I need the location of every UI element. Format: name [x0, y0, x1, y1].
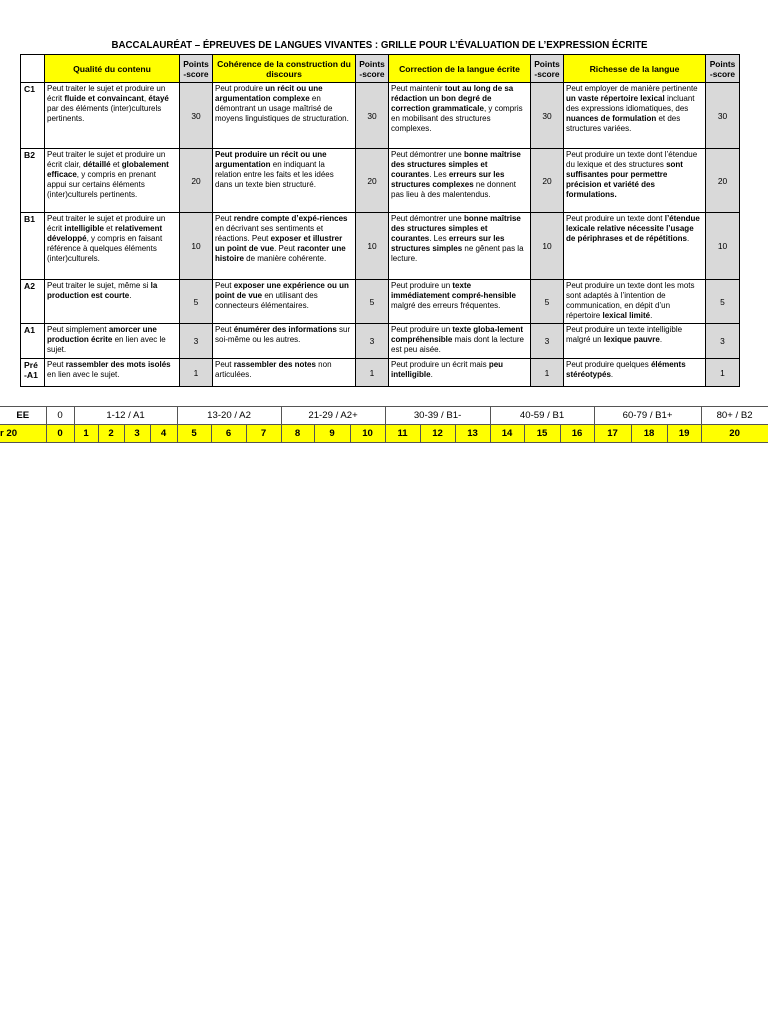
correction-descriptor [389, 213, 531, 280]
descriptor-text: Peut produire un texte intelligible malgré un [566, 325, 683, 344]
descriptor-text: Peut simplement [47, 325, 109, 334]
scale-band: 21-29 / A2+ [281, 407, 385, 425]
descriptor-text: Peut traiter le sujet et produire un écrit [47, 214, 166, 233]
descriptor-text: sur soi-même ou les autres. [215, 325, 351, 344]
scale-band: 1-12 / A1 [74, 407, 177, 425]
score-conversion-table [0, 406, 768, 443]
descriptor-text: étayé [148, 94, 169, 103]
scale-score: 20 [701, 425, 768, 443]
descriptor-text: rassembler des notes [233, 360, 316, 369]
descriptor-text: l’étendue lexicale relative nécessite l’usage de périphrases et de répétitions [566, 214, 700, 243]
scale-score: 17 [594, 425, 631, 443]
descriptor-text: bonne maîtrise des structures simples et courantes [391, 214, 521, 243]
descriptor-text: Peut produire un [391, 325, 453, 334]
descriptor-text: rassembler des mots isolés [65, 360, 171, 369]
descriptor-text: incluant des expressions idiomatiques, des [566, 94, 695, 113]
contenu-points: 3 [180, 324, 213, 359]
descriptor-text: Peut produire [215, 84, 266, 93]
descriptor-text: en démontrant un usage maîtrisé de moyens linguistiques de structuration. [215, 94, 349, 123]
descriptor-text: détaillé [83, 160, 111, 169]
richesse-descriptor [564, 280, 706, 324]
correction-descriptor [389, 280, 531, 324]
scale-score: 4 [150, 425, 177, 443]
descriptor-text: Peut produire un [391, 281, 453, 290]
descriptor-text: non articulées. [215, 360, 332, 379]
descriptor-text: Peut produire un écrit mais [391, 360, 489, 369]
correction-descriptor [389, 324, 531, 359]
descriptor-text: Peut [215, 281, 234, 290]
contenu-descriptor [45, 149, 180, 213]
level-label: A2 [21, 280, 45, 324]
grid-row [21, 280, 740, 324]
descriptor-text: ne donnent pas lieu à des malentendus. [391, 180, 516, 199]
level-label: B1 [21, 213, 45, 280]
level-label: Pré -A1 [21, 359, 45, 387]
correction-descriptor [389, 83, 531, 149]
descriptor-text: énumérer des informations [233, 325, 337, 334]
descriptor-text: mais dont la lecture est peu aisée. [391, 335, 524, 354]
descriptor-text: en utilisant des connecteurs élémentaires. [215, 291, 318, 310]
scale-score: 10 [350, 425, 385, 443]
correction-points: 10 [531, 213, 564, 280]
descriptor-text: en lien avec le sujet. [47, 335, 166, 354]
scale-band: 80+ / B2 [701, 407, 768, 425]
descriptor-text: . [430, 370, 433, 379]
scale-score: 16 [560, 425, 594, 443]
descriptor-text: la production est courte [47, 281, 158, 300]
correction-points: 3 [531, 324, 564, 359]
descriptor-text: texte immédiatement compré-hensible [391, 281, 516, 300]
descriptor-text: en lien avec le sujet. [47, 370, 120, 379]
descriptor-text: Peut maintenir [391, 84, 445, 93]
header-points: Points -score [180, 55, 213, 83]
scale-row-label: EE [0, 407, 46, 425]
scale-score: 18 [631, 425, 667, 443]
header-points: Points -score [356, 55, 389, 83]
coherence-points: 5 [356, 280, 389, 324]
header-coherence: Cohérence de la construction du discours [213, 55, 356, 83]
descriptor-text: Peut produire un texte dont l’étendue du lexique et des structures [566, 150, 698, 169]
scale-score: 2 [98, 425, 124, 443]
scale-score-row [0, 425, 768, 443]
descriptor-text: Peut [215, 214, 234, 223]
contenu-points: 1 [180, 359, 213, 387]
richesse-points: 1 [706, 359, 740, 387]
scale-band-row [0, 407, 768, 425]
contenu-points: 10 [180, 213, 213, 280]
correction-points: 30 [531, 83, 564, 149]
descriptor-text: . Les [429, 234, 449, 243]
header-points: Points -score [531, 55, 564, 83]
scale-score: 12 [420, 425, 455, 443]
scale-score: 11 [385, 425, 420, 443]
descriptor-text: en indiquant la relation entre les faits et les idées dans un texte bien structuré. [215, 160, 334, 189]
descriptor-text: lexical limité [602, 311, 651, 320]
scale-score: 14 [490, 425, 524, 443]
descriptor-text: . Peut [274, 244, 298, 253]
descriptor-text: . [129, 291, 132, 300]
descriptor-text: relativement développé [47, 224, 163, 243]
scale-score: 0 [46, 425, 74, 443]
scale-score: 7 [246, 425, 281, 443]
descriptor-text: et [103, 224, 116, 233]
descriptor-text: , y compris en mobilisant des structures complexes. [391, 104, 523, 133]
scale-score: 9 [314, 425, 350, 443]
header-points: Points -score [706, 55, 740, 83]
descriptor-text: Peut traiter le sujet et produire un écrit [47, 84, 166, 103]
evaluation-grid [20, 54, 740, 387]
descriptor-text: et des structures variées. [566, 114, 681, 133]
grid-row [21, 83, 740, 149]
coherence-descriptor [213, 213, 356, 280]
descriptor-text: lexique pauvre [603, 335, 660, 344]
contenu-points: 5 [180, 280, 213, 324]
grid-row [21, 213, 740, 280]
richesse-descriptor [564, 149, 706, 213]
contenu-descriptor [45, 359, 180, 387]
descriptor-text: Peut [47, 360, 66, 369]
coherence-points: 1 [356, 359, 389, 387]
scale-band: 40-59 / B1 [490, 407, 594, 425]
contenu-descriptor [45, 324, 180, 359]
scale-score: 15 [524, 425, 560, 443]
contenu-points: 30 [180, 83, 213, 149]
coherence-points: 30 [356, 83, 389, 149]
descriptor-text: en décrivant ses sentiments et réactions. Peut [215, 224, 324, 243]
descriptor-text: . [610, 370, 614, 379]
descriptor-text: peu intelligible [391, 360, 504, 379]
correction-descriptor [389, 359, 531, 387]
level-label: A1 [21, 324, 45, 359]
descriptor-text: bonne maîtrise des structures simples et courantes [391, 150, 521, 179]
descriptor-text: Peut traiter le sujet et produire un écrit clair, [47, 150, 166, 169]
richesse-points: 30 [706, 83, 740, 149]
richesse-points: 3 [706, 324, 740, 359]
contenu-descriptor [45, 213, 180, 280]
descriptor-text: . [686, 234, 690, 243]
scale-score: 19 [667, 425, 701, 443]
coherence-descriptor [213, 359, 356, 387]
header-contenu: Qualité du contenu [45, 55, 180, 83]
header-richesse: Richesse de la langue [564, 55, 706, 83]
descriptor-text: Peut démontrer une [391, 214, 464, 223]
coherence-descriptor [213, 324, 356, 359]
descriptor-text: intelligible [64, 224, 104, 233]
grid-row [21, 324, 740, 359]
grid-body [21, 83, 740, 387]
descriptor-text: , y compris en prenant appui sur certains éléments (inter)culturels pertinents. [47, 170, 156, 199]
descriptor-text: Peut [215, 360, 234, 369]
richesse-points: 5 [706, 280, 740, 324]
richesse-descriptor [564, 324, 706, 359]
coherence-points: 10 [356, 213, 389, 280]
descriptor-text: erreurs sur les structures simples [391, 234, 505, 253]
descriptor-text: malgré des erreurs fréquentes. [391, 301, 501, 310]
scale-band: 13-20 / A2 [177, 407, 281, 425]
descriptor-text: et [110, 160, 122, 169]
descriptor-text: rendre compte d’expé-riences [233, 214, 348, 223]
descriptor-text: Peut employer de manière pertinente [566, 84, 698, 93]
descriptor-text: . Les [429, 170, 449, 179]
level-label: B2 [21, 149, 45, 213]
descriptor-text: de manière cohérente. [243, 254, 327, 263]
descriptor-text: Peut [215, 325, 234, 334]
descriptor-text: un récit ou une argumentation complexe [215, 84, 323, 103]
descriptor-text: un vaste répertoire lexical [566, 94, 665, 103]
descriptor-text: Peut traiter le sujet, même si [47, 281, 151, 290]
header-correction: Correction de la langue écrite [389, 55, 531, 83]
grid-row [21, 359, 740, 387]
correction-points: 5 [531, 280, 564, 324]
descriptor-text: Peut démontrer une [391, 150, 464, 159]
descriptor-text: sont suffisantes pour permettre précision et variété des formulations. [566, 160, 683, 199]
richesse-points: 20 [706, 149, 740, 213]
descriptor-text: éléments stéréotypés [566, 360, 686, 379]
descriptor-text: exposer une expérience ou un point de vue [215, 281, 349, 300]
descriptor-text: . [650, 311, 653, 320]
descriptor-text: nuances de formulation [566, 114, 657, 123]
richesse-descriptor [564, 359, 706, 387]
contenu-descriptor [45, 280, 180, 324]
correction-descriptor [389, 149, 531, 213]
scale-score: 3 [124, 425, 150, 443]
descriptor-text: Peut produire un récit ou une argumentation [215, 150, 327, 169]
descriptor-text: , y compris en faisant référence à quelques éléments (inter)culturels. [47, 234, 163, 263]
descriptor-text: amorcer une production écrite [47, 325, 157, 344]
descriptor-text: par des éléments (inter)culturels pertinents. [47, 104, 162, 123]
scale-band: 0 [46, 407, 74, 425]
scale-score: 6 [211, 425, 246, 443]
scale-band: 60-79 / B1+ [594, 407, 701, 425]
descriptor-text: ne gênent pas la lecture. [391, 244, 524, 263]
descriptor-text: texte globa-lement compréhensible [391, 325, 524, 344]
descriptor-text: tout au long de sa rédaction un bon degré de correction grammaticale [391, 84, 514, 113]
grid-header-row [21, 55, 740, 83]
coherence-points: 20 [356, 149, 389, 213]
contenu-descriptor [45, 83, 180, 149]
descriptor-text: . [659, 335, 663, 344]
descriptor-text: , [143, 94, 149, 103]
descriptor-text: Peut produire quelques [566, 360, 651, 369]
richesse-descriptor [564, 213, 706, 280]
richesse-descriptor [564, 83, 706, 149]
scale-row-label: r 20 [0, 425, 46, 443]
coherence-descriptor [213, 149, 356, 213]
coherence-points: 3 [356, 324, 389, 359]
descriptor-text: Peut produire un texte dont [566, 214, 665, 223]
scale-band: 30-39 / B1- [385, 407, 490, 425]
descriptor-text: Peut produire un texte dont les mots sont adaptés à l’intention de communication, en dépit d’un répertoire [566, 281, 695, 320]
grid-row [21, 149, 740, 213]
descriptor-text: raconter une histoire [215, 244, 346, 263]
level-label: C1 [21, 83, 45, 149]
descriptor-text: erreurs sur les structures complexes [391, 170, 505, 189]
correction-points: 20 [531, 149, 564, 213]
coherence-descriptor [213, 83, 356, 149]
descriptor-text: fluide et convaincant [64, 94, 144, 103]
contenu-points: 20 [180, 149, 213, 213]
scale-score: 1 [74, 425, 98, 443]
coherence-descriptor [213, 280, 356, 324]
descriptor-text: exposer et illustrer un point de vue [215, 234, 343, 253]
correction-points: 1 [531, 359, 564, 387]
scale-body [0, 407, 768, 443]
descriptor-text: globalement efficace [47, 160, 169, 179]
header-corner [21, 55, 45, 83]
scale-score: 8 [281, 425, 314, 443]
scale-score: 13 [455, 425, 490, 443]
page-title: BACCALAURÉAT – ÉPREUVES DE LANGUES VIVANTES : GRILLE POUR L’ÉVALUATION DE L’EXPRESSION ÉCRITE [111, 40, 648, 51]
richesse-points: 10 [706, 213, 740, 280]
scale-score: 5 [177, 425, 211, 443]
